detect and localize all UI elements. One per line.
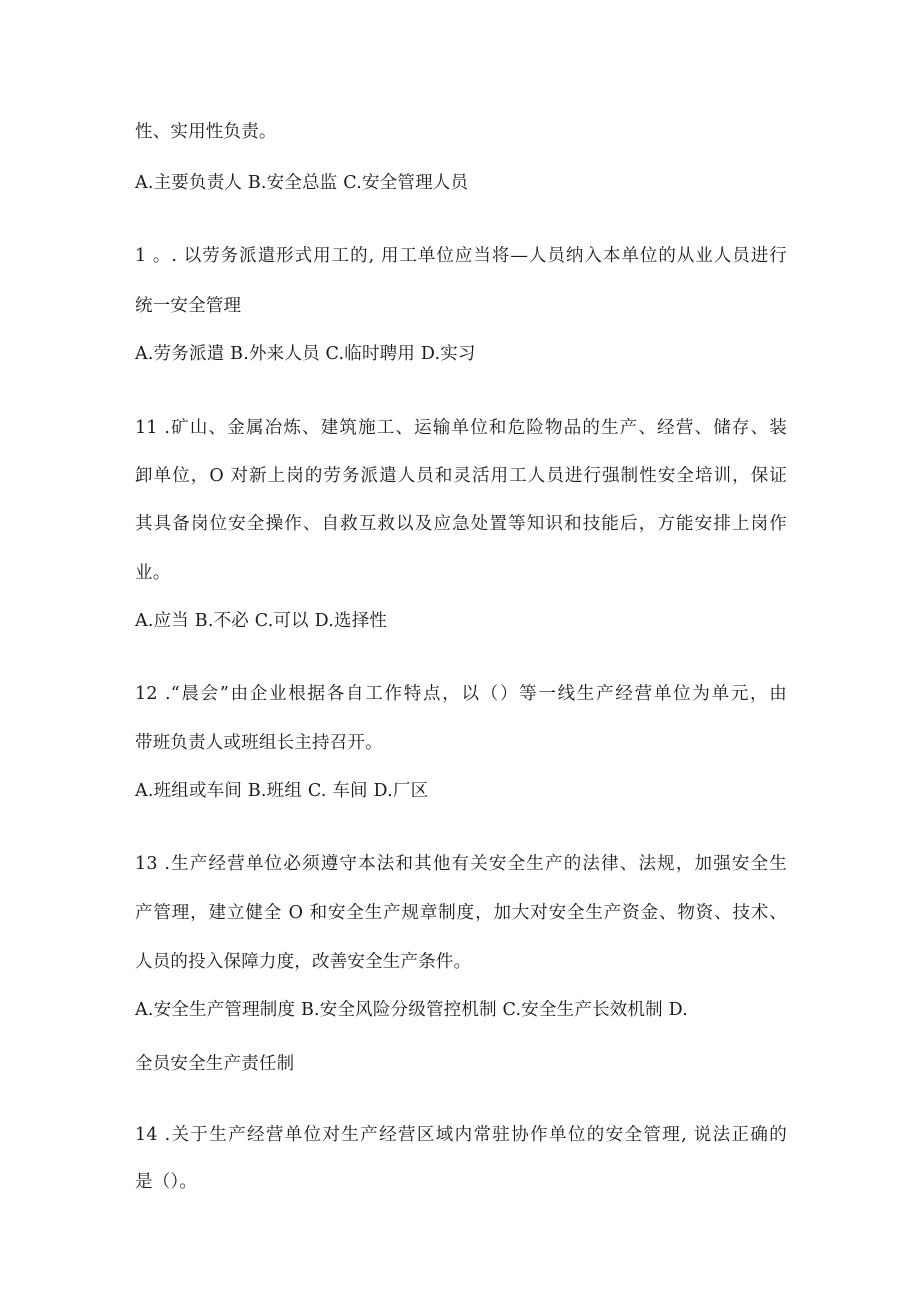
q13-stem-line-1: 13 .生产经营单位必须遵守本法和其他有关安全生产的法律、法规，加强安全生	[135, 854, 787, 874]
q13-stem-line-2: 产管理，建立健全 O 和安全生产规章制度，加大对安全生产资金、物资、技术、	[135, 903, 787, 923]
q13-stem-line-3: 人员的投入保障力度，改善安全生产条件。	[135, 952, 472, 972]
q10-options: A.劳务派遣 B.外来人员 C.临时聘用 D.实习	[135, 344, 476, 364]
q12-stem-line-1: 12 .“晨会”由企业根据各自工作特点，以（）等一线生产经营单位为单元，由	[135, 684, 787, 704]
q11-options: A.应当 B.不必 C.可以 D.选择性	[135, 611, 388, 631]
q12-stem-line-2: 带班负责人或班组长主持召开。	[135, 733, 383, 753]
q10-stem-line-1: 1 。. 以劳务派遣形式用工的, 用工单位应当将—人员纳入本单位的从业人员进行	[135, 246, 787, 266]
q10-stem-line-2: 统一安全管理	[135, 296, 242, 316]
q9-stem-end: 性、实用性负责。	[135, 122, 277, 142]
q13-options-line-2: 全员安全生产责任制	[135, 1054, 295, 1074]
q14-stem-line-1: 14 .关于生产经营单位对生产经营区域内常驻协作单位的安全管理, 说法正确的	[135, 1125, 787, 1145]
q11-stem-line-1: 11 .矿山、金属冶炼、建筑施工、运输单位和危险物品的生产、经营、储存、装	[135, 418, 787, 438]
q13-options-line-1: A.安全生产管理制度 B.安全风险分级管控机制 C.安全生产长效机制 D.	[135, 1000, 689, 1020]
q11-stem-line-2: 卸单位，O 对新上岗的劳务派遣人员和灵活用工人员进行强制性安全培训，保证	[135, 466, 787, 486]
q11-stem-line-3: 其具备岗位安全操作、自救互救以及应急处置等知识和技能后，方能安排上岗作	[135, 514, 787, 534]
q11-stem-line-4: 业。	[135, 563, 171, 583]
q12-options: A.班组或车间 B.班组 C. 车间 D.厂区	[135, 781, 429, 801]
q9-options: A.主要负责人 B.安全总监 C.安全管理人员	[135, 173, 469, 193]
q14-stem-line-2: 是（）。	[135, 1172, 198, 1192]
